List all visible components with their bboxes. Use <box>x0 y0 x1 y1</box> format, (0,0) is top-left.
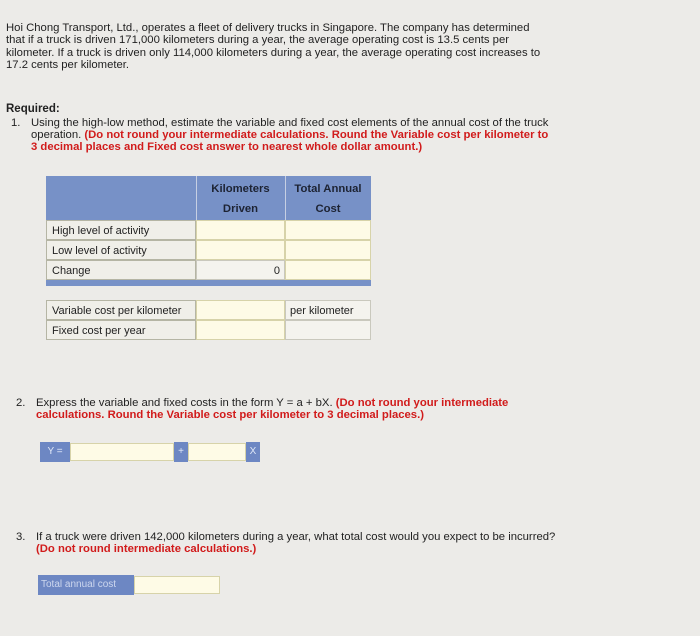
equation-row <box>40 442 257 462</box>
table-row <box>46 260 371 280</box>
header-kilometers-driven: Kilometers Driven <box>211 183 270 215</box>
question-instruction: (Do not round your intermediate calculations. Round the Variable cost per kilometer to 3 decimal places.) <box>36 397 509 422</box>
question-number: 1. <box>11 117 21 129</box>
question-text: Express the variable and fixed costs in the form Y = a + bX. <box>36 397 333 409</box>
total-annual-cost-label: Total annual cost <box>38 575 134 595</box>
variable-cost-input[interactable] <box>196 300 285 320</box>
fixed-cost-input[interactable] <box>196 320 285 340</box>
variable-b-input[interactable] <box>188 443 246 461</box>
problem-statement <box>6 22 566 72</box>
question-2 <box>16 397 536 421</box>
fixed-a-input[interactable] <box>70 443 174 461</box>
row-label: High level of activity <box>46 220 196 240</box>
question-3 <box>16 531 556 555</box>
row-label: Variable cost per kilometer <box>46 300 196 320</box>
question-instruction: (Do not round intermediate calculations.) <box>36 543 257 556</box>
total-annual-cost-input[interactable] <box>134 576 220 594</box>
question-text: If a truck were driven 142,000 kilometers during a year, what total cost would you expect to be incurred? <box>36 531 556 543</box>
high-cost-input[interactable] <box>285 220 371 240</box>
problem-line: Hoi Chong Transport, Ltd., operates a fleet of delivery trucks in Singapore. The company has determined <box>6 22 530 34</box>
table-row <box>46 220 371 240</box>
low-cost-input[interactable] <box>285 240 371 260</box>
y-equals-label: Y = <box>40 442 70 462</box>
x-label: X <box>246 442 260 462</box>
problem-line: 17.2 cents per kilometer. <box>6 59 130 72</box>
table-header <box>46 176 371 220</box>
table-row <box>46 320 371 340</box>
problem-line: kilometer. If a truck is driven only 114,000 kilometers during a year, the average operating cost increases to <box>6 46 541 59</box>
empty-cell <box>285 320 371 340</box>
required-heading: Required: <box>6 103 60 115</box>
question-instruction: (Do not round your intermediate calculations. Round the Variable cost per kilometer to 3 decimal places and Fixed cost answer to nearest whole dollar amount.) <box>31 129 549 154</box>
low-km-input[interactable] <box>196 240 285 260</box>
change-cost-input[interactable] <box>285 260 371 280</box>
change-km-value: 0 <box>196 260 285 280</box>
question-number: 3. <box>16 531 26 543</box>
row-label: Fixed cost per year <box>46 320 196 340</box>
row-label: Change <box>46 260 196 280</box>
table-row <box>46 300 371 320</box>
table-spacer <box>46 280 371 300</box>
plus-sign: + <box>174 442 188 462</box>
row-label: Low level of activity <box>46 240 196 260</box>
high-km-input[interactable] <box>196 220 285 240</box>
question-1 <box>11 117 551 154</box>
variable-unit-label: per kilometer <box>285 300 371 320</box>
header-total-annual-cost: Total Annual Cost <box>294 183 362 215</box>
question-number: 2. <box>16 397 26 409</box>
question-text: Using the high-low method, estimate the variable and fixed cost elements of the annual cost of the truck operation. <box>31 117 549 142</box>
problem-line: that if a truck is driven 171,000 kilometers during a year, the average operating cost is 13.5 cents per <box>6 34 509 47</box>
table-row <box>46 240 371 260</box>
